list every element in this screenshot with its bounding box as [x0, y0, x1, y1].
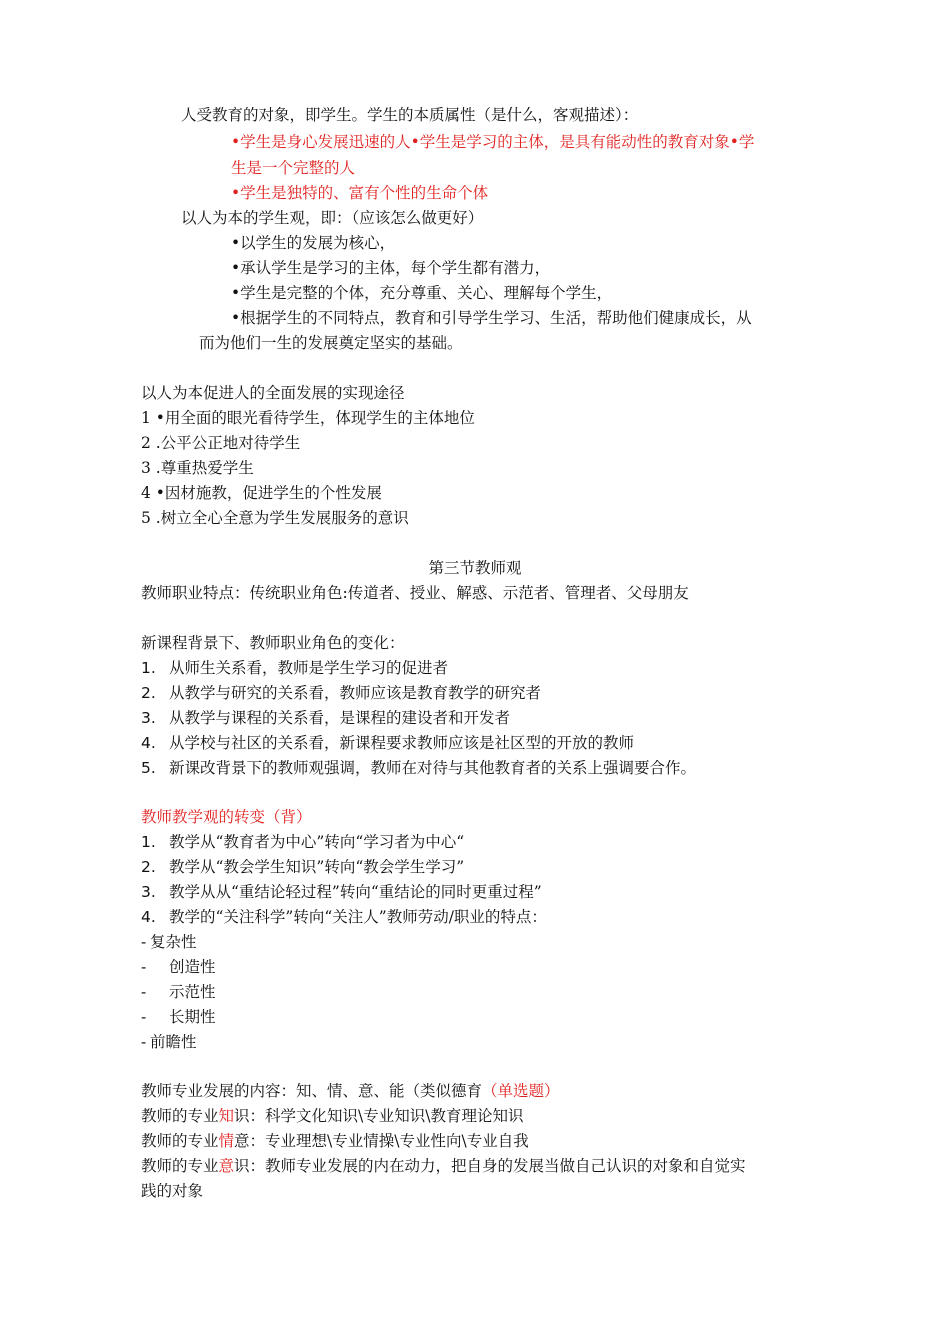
- teacher-traits-line: 教师职业特点：传统职业角色:传道者、授业、解惑、示范者、管理者、父母朋友: [141, 584, 689, 602]
- professional-knowledge-line: [141, 1105, 523, 1127]
- development-path-item: 1 •用全面的眼光看待学生，体现学生的主体地位: [141, 409, 475, 427]
- student-nature-red-line-1: •学生是身心发展迅速的人•学生是学习的主体，是具有能动性的教育对象•学: [231, 133, 755, 151]
- student-view-intro: 以人为本的学生观，即：（应该怎么做更好）: [181, 209, 484, 227]
- teaching-view-number: 2.: [141, 858, 156, 876]
- trait-text: 复杂性: [150, 933, 197, 951]
- professional-will-continuation: 践的对象: [141, 1182, 204, 1200]
- professional-dev-line: [141, 1080, 560, 1102]
- development-path-item: 2 .公平公正地对待学生: [141, 434, 301, 452]
- trait-text: 长期性: [169, 1008, 216, 1026]
- student-view-bullet: •根据学生的不同特点，教育和引导学生学习、生活，帮助他们健康成长，从: [231, 309, 752, 327]
- roles-item-text: 从教学与研究的关系看，教师应该是教育教学的研究者: [169, 684, 542, 702]
- trait-text: 创造性: [169, 958, 216, 976]
- roles-item-number: 3.: [141, 709, 156, 727]
- development-path-title: 以人为本促进人的全面发展的实现途径: [141, 384, 405, 402]
- trait-text: 前瞻性: [150, 1033, 197, 1051]
- trait-dash: -: [141, 1008, 147, 1026]
- roles-item-text: 从师生关系看，教师是学生学习的促进者: [169, 659, 449, 677]
- roles-item-number: 2.: [141, 684, 156, 702]
- line-prefix: 教师的专业: [141, 1157, 219, 1175]
- professional-emotion-line: [141, 1130, 529, 1152]
- line-rest: 意：专业理想\专业情操\专业性向\专业自我: [234, 1132, 529, 1150]
- student-view-bullet-continuation: 而为他们一生的发展奠定坚实的基础。: [199, 334, 463, 352]
- highlight-char: 知: [218, 1107, 235, 1125]
- trait-dash: -: [141, 1033, 147, 1051]
- teaching-view-number: 4.: [141, 908, 156, 926]
- student-nature-red-line-2: 生是一个完整的人: [231, 159, 356, 177]
- line-rest: 识：科学文化知识\专业知识\教育理论知识: [234, 1107, 524, 1125]
- student-nature-red-line-3: •学生是独特的、富有个性的生命个体: [231, 184, 489, 202]
- teaching-view-text: 教学从从“重结论轻过程”转向“重结论的同时更重过程”: [169, 883, 542, 901]
- professional-will-line: [141, 1155, 746, 1177]
- teaching-view-text: 教学从“教会学生知识”转向“教会学生学习”: [169, 858, 465, 876]
- teaching-view-text: 教学的“关注科学”转向“关注人”教师劳动/职业的特点：: [169, 908, 547, 926]
- teaching-view-number: 3.: [141, 883, 156, 901]
- trait-dash: -: [141, 983, 147, 1001]
- development-path-item: 4 •因材施教，促进学生的个性发展: [141, 484, 382, 502]
- development-path-item: 5 .树立全心全意为学生发展服务的意识: [141, 509, 409, 527]
- development-path-item: 3 .尊重热爱学生: [141, 459, 254, 477]
- teaching-view-number: 1.: [141, 833, 156, 851]
- roles-change-title: 新课程背景下、教师职业角色的变化：: [141, 634, 405, 652]
- line-prefix: 教师的专业: [141, 1132, 219, 1150]
- trait-dash: -: [141, 933, 147, 951]
- highlight-char: 情: [218, 1132, 235, 1150]
- student-view-bullet: •承认学生是学习的主体，每个学生都有潜力，: [231, 259, 551, 277]
- roles-item-number: 1.: [141, 659, 156, 677]
- teaching-view-text: 教学从“教育者为中心”转向“学习者为中心“: [169, 833, 465, 851]
- professional-dev-text: 教师专业发展的内容：知、情、意、能（类似德育: [141, 1082, 483, 1100]
- teaching-view-title: 教师教学观的转变（背）: [141, 808, 312, 826]
- single-choice-tag: （单选题）: [482, 1082, 560, 1100]
- student-view-bullet: •学生是完整的个体，充分尊重、关心、理解每个学生，: [231, 284, 613, 302]
- section-heading: 第三节教师观: [428, 559, 522, 577]
- student-nature-intro: 人受教育的对象，即学生。学生的本质属性（是什么，客观描述）：: [181, 106, 639, 124]
- line-prefix: 教师的专业: [141, 1107, 219, 1125]
- roles-item-text: 从教学与课程的关系看，是课程的建设者和开发者: [169, 709, 511, 727]
- roles-item-number: 4.: [141, 734, 156, 752]
- trait-dash: -: [141, 958, 147, 976]
- highlight-char: 意: [218, 1157, 235, 1175]
- roles-item-text: 新课改背景下的教师观强调，教师在对待与其他教育者的关系上强调要合作。: [169, 759, 697, 777]
- roles-item-number: 5.: [141, 759, 156, 777]
- student-view-bullet: •以学生的发展为核心，: [231, 234, 396, 252]
- line-rest: 识：教师专业发展的内在动力，把自身的发展当做自己认识的对象和自觉实: [234, 1157, 746, 1175]
- trait-text: 示范性: [169, 983, 216, 1001]
- roles-item-text: 从学校与社区的关系看，新课程要求教师应该是社区型的开放的教师: [169, 734, 635, 752]
